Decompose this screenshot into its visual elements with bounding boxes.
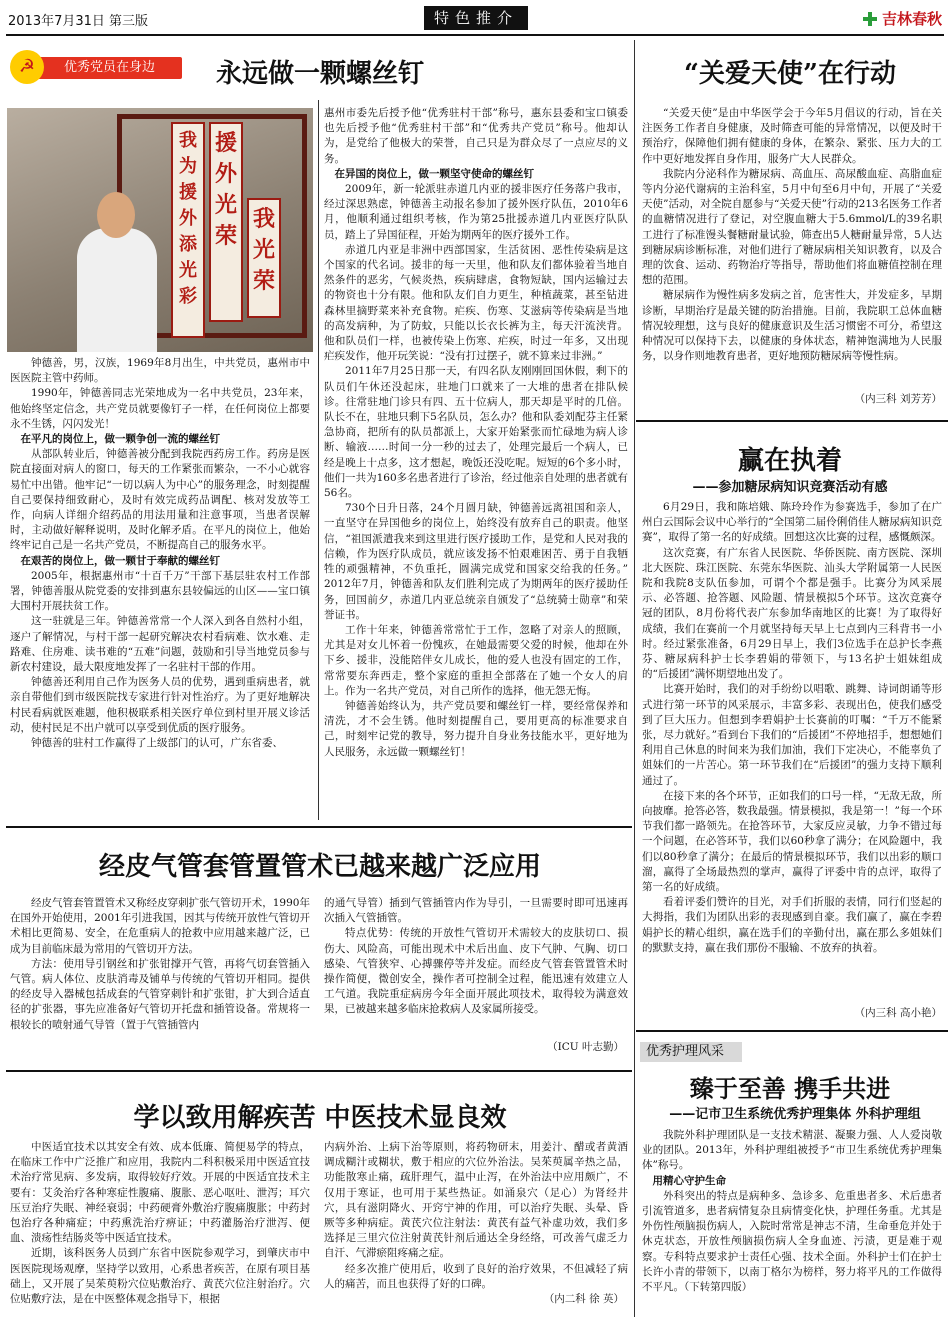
section-title: 特色推介 [424, 6, 528, 30]
paragraph: 钟德善始终认为，共产党员要和螺丝钉一样，要经常保养和清洗，才不会生锈。他时刻提醒自己，要用更高的标准要求自己，时刻牢记党的教导，努力提升自身业务技能水平，更好地为人民服务，永远做一颗螺丝钉！ [324, 699, 628, 758]
masthead-logo [862, 8, 942, 29]
subheading: 在艰苦的岗位上，做一颗甘于奉献的螺丝钉 [20, 554, 220, 567]
paragraph: 惠州市委先后授予他“优秀驻村干部”称号，惠东县委和宝口镇委也先后授予他“优秀驻村干部”和“优秀共产党员”称号。他却认为，是党给了他极大的荣誉，自己只是为群众尽了一点应尽的义务。 [324, 107, 628, 165]
paragraph: 比赛开始时，我们的对手纷纷以唱歌、跳舞、诗词朗诵等形式进行第一环节的风采展示，丰富多彩、表现出色，使我们感受到了巨大压力。但想到李碧娟护士长赛前的叮嘱：“千万不能紧张，尽力就好。”看到台下我们的“后援团”不停地招手，想想她们利用自己休息的时间来为我们加油，我们下定决心，不能辜负了姐妹们的一片苦心。第一环节我们在“后援团”的强力支持下顺利通过了。 [642, 683, 942, 787]
article-column [324, 1140, 628, 1290]
header-rule [6, 34, 944, 36]
paragraph: 2009年，新一轮派驻赤道几内亚的援非医疗任务落户我市，经过深思熟虑，钟德善主动报名参加了援外医疗队伍，2010年6月，他顺利通过组织考核，作为第25批援赤道几内亚医疗队队员，踏上了异国征程，开始为期两年的医疗援外工作。 [324, 183, 628, 241]
article-title: “关爱天使”在行动 [684, 59, 896, 89]
section-rule [636, 1030, 948, 1032]
article-column [10, 896, 310, 1062]
paragraph: 730个日升日落，24个月圆月缺，钟德善远离祖国和亲人，一直坚守在异国他乡的岗位上，始终没有放弃自己的职责。他坚信，“祖国派遣我来到这里进行医疗援助工作，是党和人民对我的信赖，作为医疗队成员，就应该发扬不怕艰难困苦、勇于自我牺牲的顽强精神，不负重托，圆满完成党和国家交给我的任务。” 2012年7月，钟德善和队友们胜利完成了为期两年的医疗援助任务，回国前夕，赤道几内亚总统亲自颁发了“总统骑士勋章”和荣誉证书。 [324, 502, 628, 621]
paragraph: 6月29日，我和陈培娥、陈玲玲作为参赛选手，参加了在广州白云国际会议中心举行的“全国第二届伶俐俏佳人糖尿病知识竞赛”，取得了第一名的好成绩。回想这次比赛的过程，感慨颇深。 [642, 501, 942, 544]
column-divider [318, 100, 319, 820]
article-column [642, 106, 942, 388]
portrait-photo [7, 108, 313, 352]
paragraph: 内病外治、上病下治等原则，将药物研末，用姜汁、醋或者黄酒调成糊汁或糊状，敷于相应的穴位外治法。吴茱萸属辛热之品，功能散寒止痛，疏肝理气，温中止泻，在外治法中应用颇广，不仅用于寒证，也可用于某些热证。如涌泉穴（足心）为肾经井穴，具有滋阴降火、开窍宁神的作用，可以治疗失眠、头晕、昏厥等多种病症。黄芪穴位注射法：黄芪有益气补虚功效，我们多选择足三里穴位注射黄芪针剂后通达全身经络，可改善气虚乏力自汗、气滞瘀阻疼痛之症。 [324, 1141, 628, 1260]
category-badge: 优秀党员在身边 [18, 57, 182, 79]
person-head [97, 192, 135, 238]
author-signature: （内三科 刘芳芳） [854, 393, 942, 405]
article-title: 永远做一颗螺丝钉 [215, 59, 424, 89]
article-column [324, 106, 628, 822]
paragraph: 钟德善的驻村工作赢得了上级部门的认可，广东省委、 [31, 737, 283, 750]
author-signature: （内二科 徐 英） [543, 1293, 624, 1305]
article-column [642, 500, 942, 1000]
red-cross-icon [862, 11, 878, 27]
logo-text: 吉林春秋 [881, 10, 942, 28]
photo-banner: 我光荣 [247, 198, 281, 318]
paragraph: 看着评委们赞许的目光，对手们折服的表情，同行们竖起的大拇指，我们为团队出彩的表现感到自豪。我们赢了，赢在李碧娟护长的精心组织，赢在选手们的辛勤付出，赢在那么多姐妹们的默默支持，赢在我们那份不服输、不放弃的执着。 [642, 896, 942, 954]
paragraph: 钟德善还利用自己作为医务人员的优势，遇到重病患者，就亲自带他们到市级医院找专家进行针对性治疗。为了更好地解决村民看病就医难题，他积极联系相关医疗单位到村里开展义诊活动，使村民足不出户就可以享受到优质的医疗服务。 [10, 676, 310, 734]
paragraph: 从部队转业后，钟德善被分配到我院西药房工作。药房是医院直接面对病人的窗口，每天的工作紧张而繁杂，一不小心就容易忙中出错。他牢记“一切以病人为中心”的服务理念，时刻提醒自己要保持细致耐心，及时有效完成药品调配、核对发放等工作，向病人详细介绍药品的用法用量和注意事项，当患者误解时，主动做好解释说明，及时化解矛盾。在平凡的岗位上，他始终牢记自己是一名共产党员，不断提高自己的服务水平。 [10, 448, 310, 552]
photo-banner: 援外光荣 [209, 122, 243, 322]
paragraph: 方法：使用导引钢丝和扩张钳撑开气管，再将气切套管插入气管。病人体位、皮肤消毒及铺单与传统的气管切开相同。提供的经皮导入器械包括成套的气管穿刺针和扩张钳，扩大到合适直径的扩张器，事先应准备好气管切开托盘和插管设备。常规将一根较长的喷射通气导管（置于气管插管内 [10, 957, 310, 1031]
paragraph: 这一驻就是三年。钟德善常常一个人深入到各自然村小组，逐户了解情况，与村干部一起研究解决农村看病难、饮水难、走路难、住房难、读书难的“五难”问题，鼓励和引导当地党员参与新农村建设，最大限度地发挥了一名驻村干部的作用。 [10, 615, 310, 674]
paragraph: 2011年7月25日那一天，有四名队友刚刚回国休假，剩下的队员们午休还没起床，驻地门口就来了一大堆的患者在排队候诊。往常驻地门诊只有四、五十位病人，那天却是平时的几倍。队长不在，驻地只剩下5名队员，怎么办？他和队委刘配芬主任紧急协商，把所有的队员都派上，大家开始紧张而忙碌地为病人诊断、输液……时间一分一秒的过去了，处理完最后一个病人，已经是晚上十点多，这才想起，晚饭还没吃呢。短短的6个多小时，他们一共为160多名患者进行了诊治，经过他亲自处理的患者就有56名。 [324, 365, 628, 500]
byline [324, 1040, 624, 1055]
byline [642, 392, 942, 407]
author-signature: （ICU 叶志勤） [547, 1041, 624, 1053]
byline [324, 1292, 624, 1307]
article-title: 赢在执着 [737, 446, 842, 476]
article-column [324, 896, 628, 1038]
paragraph: 我院内分泌科作为糖尿病、高血压、高尿酸血症、高脂血症等内分泌代谢病的主治科室，5月中旬至6月中旬，开展了“关爱天使”活动，对全院自愿参与“关爱天使”行动的213名医务工作者的血糖情况进行了登记，对空腹血糖大于5.6mmol/L的39名职工进行了标准馒头餐糖耐量试验，筛查出5人糖耐量异常，5人达到糖尿病诊断标准，对他们进行了糖尿病相关知识教育，以及合理的饮食、运动、药物治疗等指导，帮助他们将血糖值控制在理想的范围。 [642, 167, 942, 287]
paragraph: 近期，该科医务人员到广东省中医院参观学习，到肇庆市中医医院现场观摩，坚持学以致用，心系患者疾苦，在原有项目基础上，又开展了吴茱萸粉穴位贴敷治疗、黄芪穴位注射治疗。穴位贴敷疗法，是在中医整体观念指导下，根据 [10, 1247, 310, 1306]
paragraph: 2005年，根据惠州市“十百千万”干部下基层驻农村工作部署，钟德善服从院党委的安排到惠东县较偏远的山区——宝口镇大围村开展扶贫工作。 [10, 569, 310, 613]
subheading: 在异国的岗位上，做一颗坚守使命的螺丝钉 [334, 167, 534, 180]
article-column [642, 1128, 942, 1314]
paragraph: 1990年，钟德善同志光荣地成为一名中共党员，23年来，他始终坚定信念，共产党员就要像钉子一样，在任何岗位上都要永不生锈，闪闪发光！ [10, 387, 310, 430]
party-emblem-icon: ☭ [10, 50, 44, 84]
paragraph: 钟德善，男，汉族，1969年8月出生，中共党员，惠州市中医医院主管中药师。 [10, 357, 310, 385]
byline [642, 1006, 942, 1021]
paragraph: 工作十年来，钟德善常常忙于工作，忽略了对亲人的照顾，尤其是对女儿怀着一份愧疚，在她最需要父爱的时候，他却在外下乡、援非，没能陪伴女儿成长，他的爱人也没有固定的工作，常常要东奔西走，整个家庭的重担全部落在了她一个女人的肩上。作为一名共产党员，对自己所作的选择，他无怨无悔。 [324, 623, 628, 697]
column-divider [634, 40, 635, 1317]
paragraph: 经多次推广使用后，收到了良好的治疗效果，不但减轻了病人的痛苦，而且也获得了好的口碑。 [324, 1262, 628, 1290]
paragraph: 赤道几内亚是非洲中西部国家，生活贫困、恶性传染病是这个国家的代名词。援非的每一天里，他和队友们都体验着当地自然条件的恶劣，气候炎热，疾病肆虐，食物短缺，国内运输过去的物资也十分有限。他和队友们自力更生，种植蔬菜，甚至钻进森林里摘野菜来补充食物。疟疾、伤寒、艾滋病等传染病是当地的高发病种，为了防蚊，只能以长衣长裤为主，每天汗流浃背。他和队员们一样，也被传染上伤寒、疟疾，时过一年多，又出现疟疾发作，他开玩笑说：“没有打过摆子，就不算来过非洲。” [324, 243, 628, 363]
article-column [10, 1140, 310, 1312]
paragraph: 这次竞赛，有广东省人民医院、华侨医院、南方医院、深圳北大医院、珠江医院、东莞东华医院、汕头大学附属第一人民医院和我院8支队伍参加，可谓个个都是强手。比赛分为风采展示、必答题、抢答题、风险题、情景模拟5个环节。这次竞赛夺冠的团队，8月份将代表广东参加华南地区的比赛！为了取得好成绩，我们在赛前一个月就坚持每天早上七点到内三科背书一小时。经过紧张准备，6月29日早上，我们3位选手在总护长李燕芬、糖尿病科护士长李碧娟的带领下，与13名护士姐妹组成的“后援团”满怀期望地出发了。 [642, 546, 942, 681]
subheading: 用精心守护生命 [652, 1174, 726, 1187]
article-column [10, 356, 310, 822]
subheading: 在平凡的岗位上，做一颗争创一流的螺丝钉 [20, 433, 220, 446]
photo-banner: 我为援外添光彩 [171, 122, 205, 338]
category-label: 优秀护理风采 [640, 1042, 742, 1062]
paragraph: 外科突出的特点是病种多、急诊多、危重患者多、术后患者引流管道多，患者病情复杂且病情变化快，护理任务重。尤其是外伤性颅脑损伤病人，入院时常常是神志不清，生命垂危并处于休克状态，开放性颅脑损伤病人全身血迹、污渍，更是难于观察。专科特点要求护士责任心强、技术全面。外科护士们在护士长许小青的带领下，以南丁格尔为榜样，努力将平凡的工作做得不平凡。（下转第四版） [642, 1189, 942, 1294]
paragraph: 糖尿病作为慢性病多发病之首，危害性大，并发症多，早期诊断，早期治疗是最关键的防治措施。目前，我院职工总体血糖情况较理想，这与良好的健康意识及生活习惯密不可分，希望这种情况可以保持下去，以健康的身体状态，精神饱满地为人民服务，以身作则地教育患者，更好地预防糖尿病等慢性病。 [642, 289, 942, 363]
section-rule [636, 420, 948, 422]
paragraph: “关爱天使”是由中华医学会于今年5月倡议的行动，旨在关注医务工作者自身健康，及时筛查可能的异常情况，以便及时干预治疗，保障他们拥有健康的身体，在繁杂、紧张、压力大的工作中更好地发挥自身作用，服务广大人民群众。 [642, 107, 942, 165]
section-rule [6, 826, 632, 828]
article-title: 臻于至善 携手共进 [689, 1074, 891, 1103]
article-title: 经皮气管套管置管术已越来越广泛应用 [98, 852, 541, 882]
paragraph: 中医适宜技术以其安全有效、成本低廉、简便易学的特点，在临床工作中广泛推广和应用，我院内二科积极采用中医适宜技术治疗常见病、多发病，取得较好疗效。开展的中医适宜技术主要有：艾灸治疗各种寒症性腹痛、腹胀、恶心呕吐、泄泻；耳穴压豆治疗失眠、神经衰弱；中药硬膏外敷治疗腹痛腹胀；中药封包治疗各种痛症；中药熏洗治疗痹证；中药灌肠治疗泄泻、便血、溃疡性结肠炎等中医适宜技术。 [10, 1141, 310, 1245]
article-subtitle: ——记市卫生系统优秀护理集体 外科护理组 [669, 1107, 921, 1122]
section-rule [6, 1070, 632, 1072]
article-title: 学以致用解疾苦 中医技术显良效 [133, 1103, 507, 1133]
issue-date: 2013年7月31日 第三版 [8, 14, 149, 29]
paragraph: 我院外科护理团队是一支技术精湛、凝聚力强、人人爱岗敬业的团队。2013年，外科护理组被授予“市卫生系统优秀护理集体”称号。 [642, 1129, 942, 1172]
paragraph: 经皮气管套管置管术又称经皮穿刺扩张气管切开术，1990年在国外开始使用，2001年引进我国，因其与传统开放性气管切开术相比更简易、安全，在危重病人的抢救中应用越来越广泛，已成为目前临床最为常用的气管切开方法。 [10, 897, 310, 955]
paragraph: 特点优势：传统的开放性气管切开术需较大的皮肤切口、损伤大、风险高，可能出现术中术后出血、皮下气肿、气胸、切口感染、气管狭窄、心搏骤停等并发症。而经皮气管套管置管术时操作简便，微创安全，操作者可控制全过程，能迅速有效建立人工气道。我院重症病房今年全面开展此项技术，取得较为满意效果，已被越来越多临床抢救病人及家属所接受。 [324, 927, 628, 1016]
paragraph: 在接下来的各个环节，正如我们的口号一样，“无敌无敌，所向披靡。抢答必答，数我最强。情景模拟，我是第一！”每一个环节我们都一路领先。在抢答环节，大家反应灵敏，力争不错过每一个问题，在必答环节，我们以60秒拿了满分；在风险题中，我们以80秒拿了满分；在最后的情景模拟环节，我们以出彩的顺口溜，赢得了全场最热烈的掌声，赢得了评委中肯的点评，取得了第一名的好成绩。 [642, 789, 942, 894]
article-subtitle: ——参加糖尿病知识竞赛活动有感 [692, 480, 888, 495]
person-figure [77, 228, 157, 352]
paragraph: 的通气导管）插到气管插管内作为导引，一旦需要时即可迅速再次插入气管插管。 [324, 897, 628, 925]
author-signature: （内三科 高小艳） [854, 1007, 942, 1019]
